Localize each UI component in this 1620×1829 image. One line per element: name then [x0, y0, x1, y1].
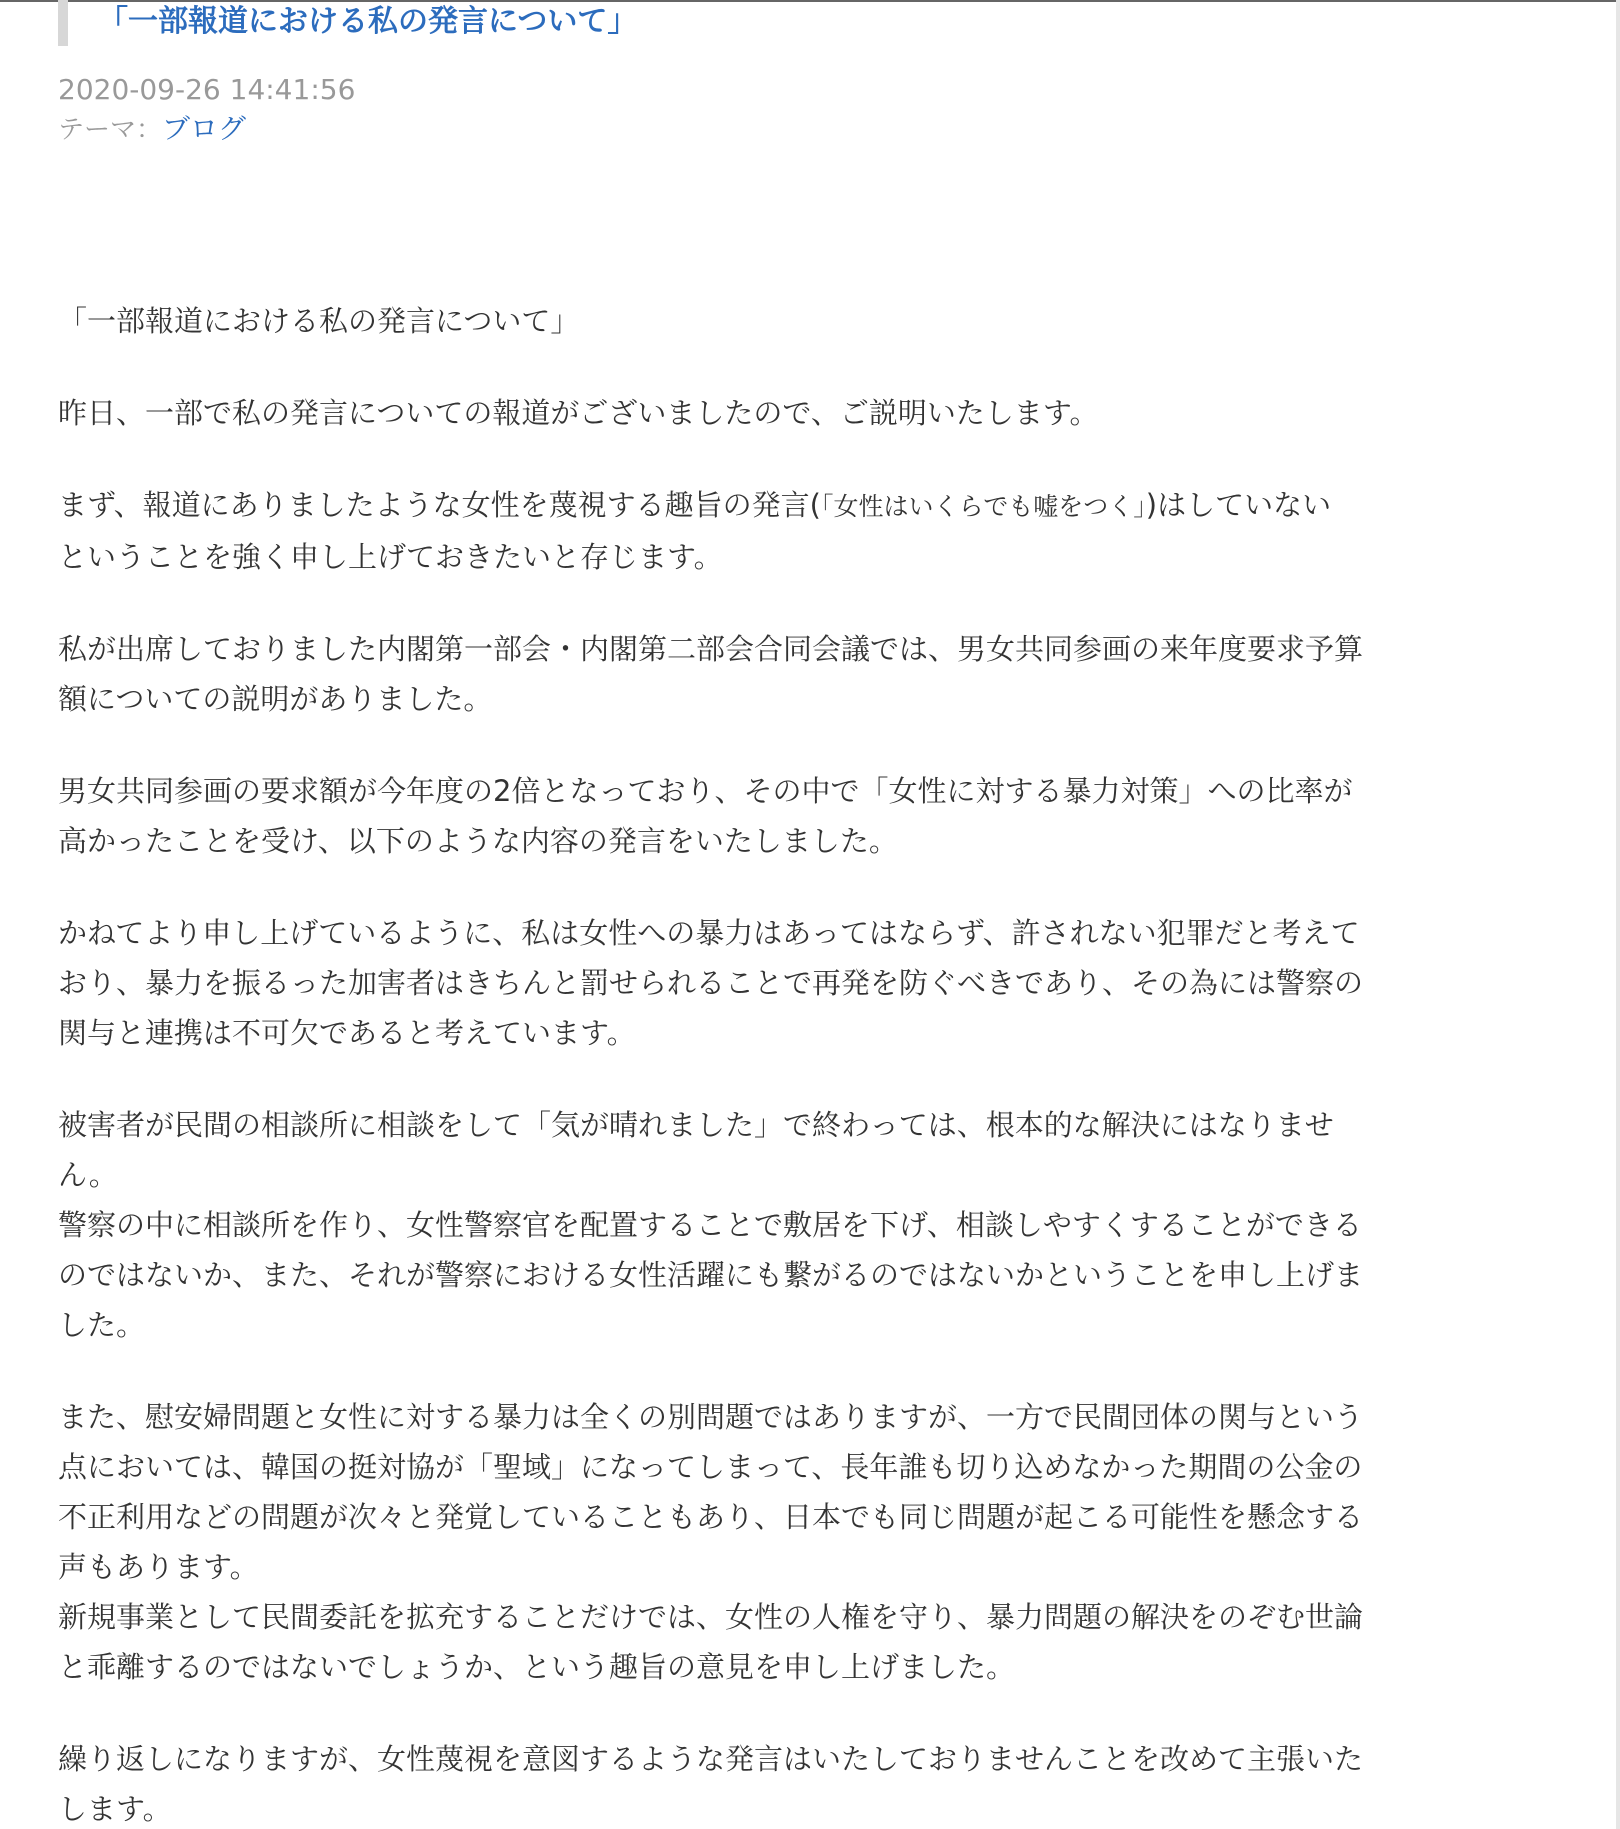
entry-meta: [58, 70, 355, 149]
paragraph-line: します。: [58, 1792, 172, 1826]
paragraph-line: ん。: [58, 1158, 118, 1192]
paragraph-line: 男女共同参画の要求額が今年度の2倍となっており、その中で「女性に対する暴力対策」への比率が: [58, 774, 1353, 808]
paragraph-line: 警察の中に相談所を作り、女性警察官を配置することで敷居を下げ、相談しやすくすることができる: [58, 1208, 1362, 1242]
entry-theme: [58, 110, 355, 149]
paragraph-6: [58, 1100, 1558, 1350]
paragraph-8: [58, 1734, 1558, 1829]
body-heading: [58, 296, 1558, 346]
paragraph-line: 被害者が民間の相談所に相談をして「気が晴れました」で終わっては、根本的な解決にはなりませ: [58, 1108, 1334, 1142]
paragraph-2-quote: 「女性はいくらでも嘘をつく」: [821, 492, 1146, 521]
paragraph-2-line-1: [58, 480, 1558, 532]
paragraph-line: 高かったことを受け、以下のような内容の発言をいたしました。: [58, 824, 898, 858]
paragraph-line: また、慰安婦問題と女性に対する暴力は全くの別問題ではありますが、一方で民間団体の関与という: [58, 1400, 1364, 1434]
title-accent-bar: [58, 0, 68, 46]
entry-header: [58, 0, 1538, 48]
entry-date: 2020-09-26 14:41:56: [58, 73, 356, 106]
paragraph-2-text-b: )はしていない: [1145, 488, 1332, 522]
paragraph-2-line-2: ということを強く申し上げておきたいと存じます。: [58, 540, 723, 574]
paragraph-4: [58, 766, 1558, 866]
paragraph-line: 不正利用などの問題が次々と発覚していることもあり、日本でも同じ問題が起こる可能性を懸念する: [58, 1500, 1364, 1534]
paragraph-1: [58, 388, 1558, 438]
paragraph-line: おり、暴力を振るった加害者はきちんと罰せられることで再発を防ぐべきであり、その為には警察の: [58, 966, 1364, 1000]
paragraph-line: した。: [58, 1308, 146, 1342]
entry-body: [58, 296, 1558, 1829]
paragraph-2-text-a: まず、報道にありましたような女性を蔑視する趣旨の発言(: [58, 488, 821, 522]
paragraph-2: [58, 480, 1558, 582]
theme-link[interactable]: ブログ: [162, 112, 247, 145]
paragraph-line: 関与と連携は不可欠であると考えています。: [58, 1016, 636, 1050]
paragraph-line: 私が出席しておりました内閣第一部会・内閣第二部会合同会議では、男女共同参画の来年度要求予算: [58, 632, 1364, 666]
right-border: [1616, 0, 1620, 1829]
paragraph-7: [58, 1392, 1558, 1692]
paragraph-line: 繰り返しになりますが、女性蔑視を意図するような発言はいたしておりませんことを改めて主張いた: [58, 1742, 1364, 1776]
paragraph-line: と乖離するのではないでしょうか、という趣旨の意見を申し上げました。: [58, 1650, 1016, 1684]
entry-title-link[interactable]: 「一部報道における私の発言について」: [98, 4, 638, 39]
body-heading-text: 「一部報道における私の発言について」: [58, 304, 580, 338]
theme-label: テーマ：: [58, 115, 163, 145]
paragraph-1-line: 昨日、一部で私の発言についての報道がございましたので、ご説明いたします。: [58, 396, 1099, 430]
paragraph-line: 点においては、韓国の挺対協が「聖域」になってしまって、長年誰も切り込めなかった期間の公金の: [58, 1450, 1363, 1484]
paragraph-line: 新規事業として民間委託を拡充することだけでは、女性の人権を守り、暴力問題の解決をのぞむ世論: [58, 1600, 1364, 1634]
paragraph-line: 額についての説明がありました。: [58, 682, 493, 716]
paragraph-3: [58, 624, 1558, 724]
paragraph-5: [58, 908, 1558, 1058]
paragraph-line: のではないか、また、それが警察における女性活躍にも繋がるのではないかということを申し上げま: [58, 1258, 1364, 1292]
paragraph-line: かねてより申し上げているように、私は女性への暴力はあってはならず、許されない犯罪だと考えて: [58, 916, 1360, 950]
paragraph-line: 声もあります。: [58, 1550, 259, 1584]
